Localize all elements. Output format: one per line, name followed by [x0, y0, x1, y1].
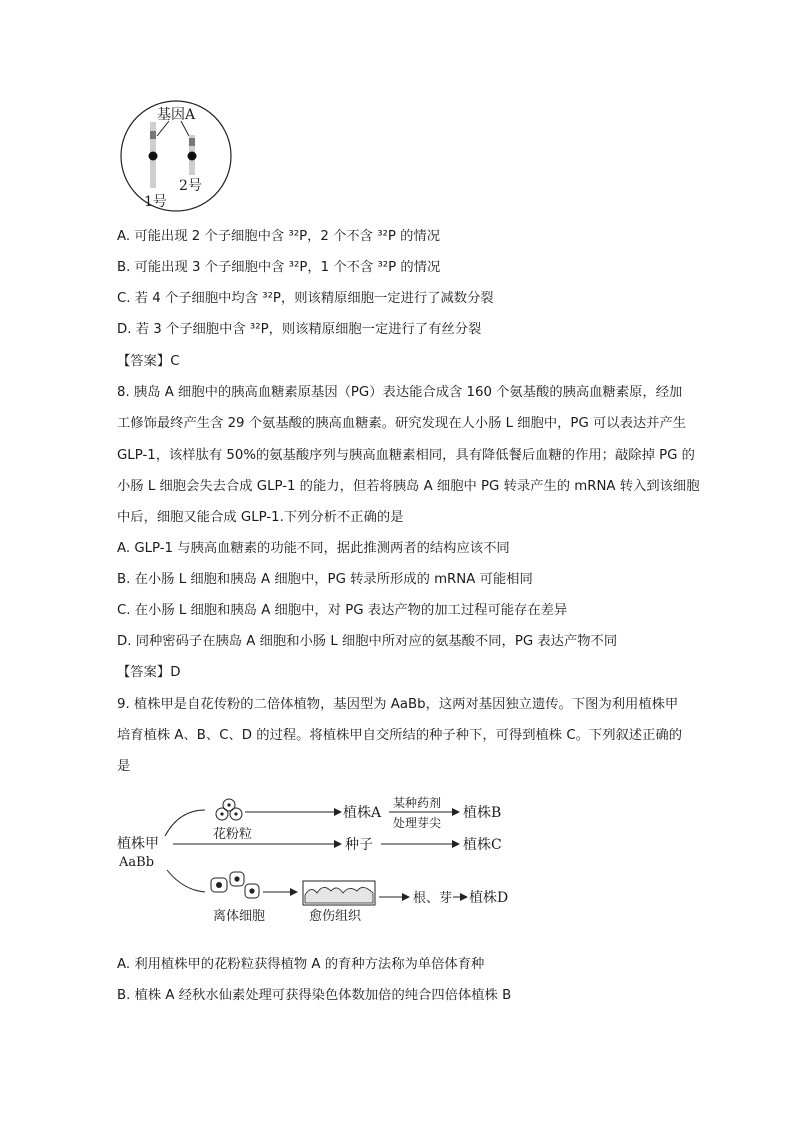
- q8-stem-line-3: GLP-1，该样肽有 50%的氨基酸序列与胰高血糖素相同，具有降低餐后血糖的作用；敲除掉 PG 的: [117, 448, 695, 463]
- q8-option-b: B. 在小肠 L 细胞和胰岛 A 细胞中，PG 转录所形成的 mRNA 可能相同: [117, 572, 533, 587]
- callus-label: 愈伤组织: [309, 909, 362, 924]
- chromosome-1-gene-band: [150, 131, 156, 139]
- chromosome-figure: [117, 100, 237, 212]
- answer-value: C: [170, 354, 180, 369]
- answer-tag: 【答案】: [117, 665, 171, 680]
- breeding-flow-diagram: [117, 792, 517, 942]
- answer-value: D: [170, 665, 181, 680]
- branch-to-isolated-cells: [167, 870, 205, 892]
- gene-pointer-right: [181, 121, 189, 136]
- q9-option-a: A. 利用植株甲的花粉粒获得植物 A 的育种方法称为单倍体育种: [117, 957, 485, 972]
- genotype-label: AaBb: [119, 855, 155, 870]
- gene-pointer-left: [157, 121, 169, 136]
- seed-label: 种子: [345, 837, 373, 853]
- q8-stem-line-1: 8. 胰岛 A 细胞中的胰高血糖素原基因（PG）表达能合成含 160 个氨基酸的胰高血糖素原，经加: [117, 385, 683, 400]
- root-bud-label: 根、芽: [413, 891, 453, 906]
- q8-answer: [117, 663, 180, 683]
- isolated-cells-icon: [211, 872, 259, 898]
- gene-a-label: 基因A: [157, 107, 196, 123]
- q7-option-d: D. 若 3 个子细胞中含 ³²P，则该精原细胞一定进行了有丝分裂: [117, 322, 482, 337]
- chromosome-2-gene-band: [189, 138, 195, 146]
- q7-answer: [117, 352, 179, 372]
- drug-label-top: 某种药剂: [393, 796, 442, 810]
- q8-option-c: C. 在小肠 L 细胞和胰岛 A 细胞中，对 PG 表达产物的加工过程可能存在差异: [117, 603, 568, 618]
- q8-option-a: A. GLP-1 与胰高血糖素的功能不同，据此推测两者的结构应该不同: [117, 541, 510, 556]
- q7-option-c: C. 若 4 个子细胞中均含 ³²P，则该精原细胞一定进行了减数分裂: [117, 291, 494, 306]
- plant-c-label: 植株C: [463, 837, 502, 853]
- pollen-icon: [216, 799, 242, 820]
- pollen-label: 花粉粒: [213, 827, 253, 842]
- q8-stem-line-5: 中后，细胞又能合成 GLP-1.下列分析不正确的是: [117, 510, 404, 525]
- q7-option-b: B. 可能出现 3 个子细胞中含 ³²P，1 个不含 ³²P 的情况: [117, 260, 441, 275]
- drug-label-bottom: 处理芽尖: [393, 816, 442, 830]
- q9-option-b: B. 植株 A 经秋水仙素处理可获得染色体数加倍的纯合四倍体植株 B: [117, 988, 512, 1003]
- q8-stem-line-4: 小肠 L 细胞会失去合成 GLP-1 的能力，但若将胰岛 A 细胞中 PG 转录产生的 mRNA 转入到该细胞: [117, 479, 700, 494]
- q9-stem-line-3: 是: [117, 759, 131, 774]
- chromosome-2-centromere: [188, 152, 197, 161]
- answer-tag: 【答案】: [117, 354, 171, 369]
- chromosome-1-centromere: [149, 152, 158, 161]
- chromosome-1-label: 1号: [144, 194, 167, 210]
- plant-a-label: 植株A: [343, 805, 382, 821]
- plant-d-label: 植株D: [469, 890, 509, 906]
- q8-stem-line-2: 工修饰最终产生含 29 个氨基酸的胰高血糖素。研究发现在人小肠 L 细胞中，PG 可以表达并产生: [117, 416, 687, 431]
- q9-stem-line-1: 9. 植株甲是自花传粉的二倍体植物，基因型为 AaBb，这两对基因独立遗传。下图为利用植株甲: [117, 697, 679, 712]
- q9-stem-line-2: 培育植株 A、B、C、D 的过程。将植株甲自交所结的种子种下，可得到植株 C。下列叙述正确的: [117, 728, 682, 743]
- q8-option-d: D. 同种密码子在胰岛 A 细胞和小肠 L 细胞中所对应的氨基酸不同，PG 表达产物不同: [117, 634, 618, 649]
- branch-to-pollen: [165, 810, 205, 836]
- q7-option-a: A. 可能出现 2 个子细胞中含 ³²P，2 个不含 ³²P 的情况: [117, 229, 441, 244]
- isolated-cells-label: 离体细胞: [213, 909, 266, 924]
- plant-b-label: 植株B: [463, 805, 502, 821]
- callus-icon: [303, 881, 375, 905]
- chromosome-2-label: 2号: [179, 178, 202, 194]
- plant-jia-label: 植株甲: [117, 836, 159, 852]
